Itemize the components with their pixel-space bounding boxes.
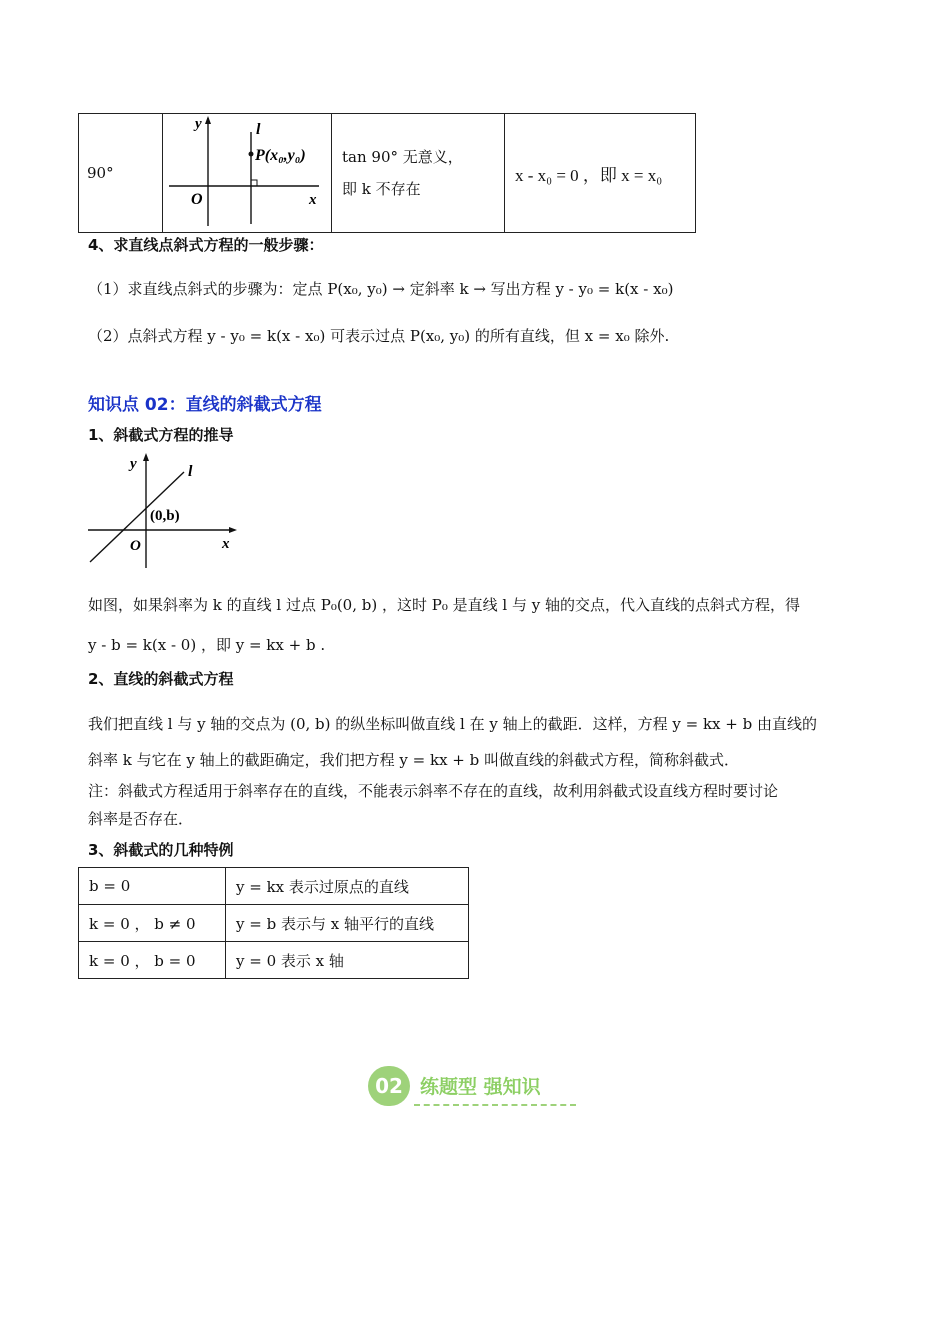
condition-cell [79,905,226,942]
steps-heading: 4、求直线点斜式方程的一般步骤： [88,236,324,254]
slope-cell [332,114,505,233]
subheading-slope-intercept: 2、直线的斜截式方程 [88,670,234,688]
x-label: x [309,192,317,208]
table-row [79,942,469,979]
condition-text: k = 0 ， b = 0 [89,951,196,970]
point-p [249,152,254,157]
condition-cell [79,868,226,905]
banner-text: 练题型 强知识 [420,1076,541,1098]
table-row [79,114,696,233]
note-line-2: 斜率是否存在． [88,810,194,828]
table-row [79,868,469,905]
banner-number: 02 [368,1066,410,1106]
graph-cell [163,114,332,233]
x-axis-arrow [229,527,237,533]
y-axis-arrow [205,116,211,124]
meaning-text: y = kx 表示过原点的直线 [236,877,409,896]
note-line-1: 注：斜截式方程适用于斜率存在的直线，不能表示斜率不存在的直线，故利用斜截式设直线方程时要讨论 [88,782,779,800]
condition-cell [79,942,226,979]
meaning-cell [226,905,469,942]
p-label: P(x₀,y₀) [255,147,306,164]
y-axis-arrow [143,453,149,461]
practice-banner [368,1066,578,1110]
meaning-text: y = b 表示与 x 轴平行的直线 [236,914,434,933]
condition-text: b = 0 [89,877,131,895]
vertical-line-graph [163,114,331,232]
right-angle-mark [251,180,257,186]
intercept-label: (0,b) [150,508,180,524]
angle-cell [79,114,163,233]
meaning-cell [226,868,469,905]
definition-line-1: 我们把直线 l 与 y 轴的交点为 (0, b) 的纵坐标叫做直线 l 在 y 轴上的截距．这样，方程 y = kx + b 由直线的 [88,715,817,733]
definition-line-2: 斜率 k 与它在 y 轴上的截距确定，我们把方程 y = kx + b 叫做直线的斜截式方程，简称斜截式． [88,751,740,769]
origin-label: O [130,538,141,554]
banner-underline [414,1104,576,1106]
x-label: x [222,536,230,552]
table-row [79,905,469,942]
top-table [78,113,696,233]
equation-text: x - x₀ = 0 ，即 x = x₀ [515,165,663,185]
slope-line-2: 即 k 不存在 [342,180,421,198]
y-label: y [195,116,202,132]
section-title: 知识点 02：直线的斜截式方程 [88,395,322,415]
equation-cell [505,114,696,233]
special-cases-table [78,867,469,979]
derivation-line-2: y - b = k(x - 0) ，即 y = kx + b . [88,636,326,654]
meaning-text: y = 0 表示 x 轴 [236,951,344,970]
derivation-line-1: 如图，如果斜率为 k 的直线 l 过点 P₀(0, b) ，这时 P₀ 是直线 l 与 y 轴的交点，代入直线的点斜式方程，得 [88,596,800,614]
subheading-derivation: 1、斜截式方程的推导 [88,426,234,444]
slope-line-1: tan 90° 无意义， [342,148,463,166]
step-2: （2）点斜式方程 y - y₀ = k(x - x₀) 可表示过点 P(x₀, y₀) 的所有直线，但 x = x₀ 除外. [88,327,670,345]
l-label: l [188,463,193,480]
condition-text: k = 0 ， b ≠ 0 [89,914,196,933]
step-1: （1）求直线点斜式的步骤为：定点 P(x₀, y₀) → 定斜率 k → 写出方程 y - y₀ = k(x - x₀) [88,280,674,298]
angle-value: 90° [87,164,114,182]
meaning-cell [226,942,469,979]
origin-label: O [191,191,203,208]
y-label: y [130,456,137,472]
l-label: l [256,121,261,138]
subheading-special-cases: 3、斜截式的几种特例 [88,841,234,859]
slope-intercept-graph [84,450,244,572]
